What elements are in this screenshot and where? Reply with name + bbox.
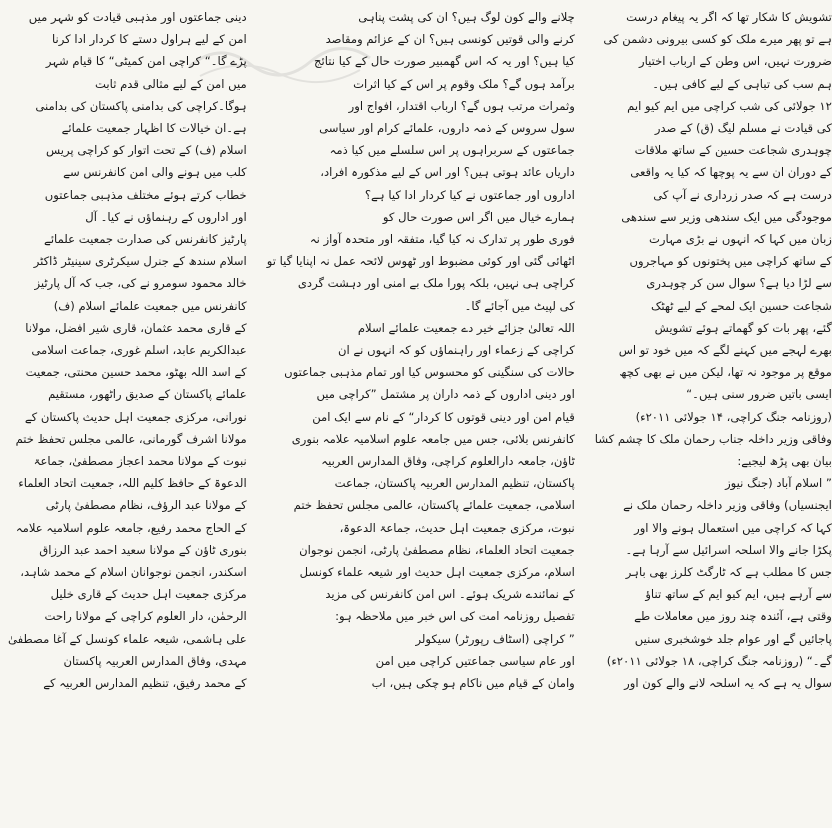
text-line: مرکزی جمعیت اہل حدیث کے قاری خلیل bbox=[50, 587, 247, 602]
text-line: گے۔“ (روزنامہ جنگ کراچی، ۱۸ جولائی ۲۰۱۱ء) bbox=[606, 653, 832, 668]
text-line: خطاب کرتے ہوئے مختلف مذہبی جماعتوں bbox=[44, 187, 247, 202]
text-line: وثمرات مرتب ہوں گے؟ ارباب اقتدار، افواج اور bbox=[348, 98, 575, 113]
text-line: کہا کہ کراچی میں استعمال ہونے والا اور bbox=[634, 520, 832, 535]
text-line: کے مولانا عبد الرؤف، نظام مصطفیٰ پارٹی bbox=[45, 498, 247, 513]
text-line: ہم سب کی تباہی کے لیے کافی ہیں۔ bbox=[652, 76, 832, 91]
text-line: ہوگا۔کراچی کی بدامنی پاکستان کی بدامنی bbox=[35, 98, 247, 113]
text-line: کے دوران ان سے یہ پوچھا کہ کیا یہ واقعی bbox=[630, 165, 832, 180]
text-line: اسلام (ف) کے تحت اتوار کو کراچی پریس bbox=[46, 143, 247, 158]
text-line: تشویش کا شکار تھا کہ اگر یہ پیغام درست bbox=[626, 10, 832, 24]
text-line: سے آرہے ہیں، ایم کیو ایم کے ساتھ تناؤ bbox=[645, 587, 832, 602]
text-line: کراچی کے زعماء اور راہنماؤں کو کہ انہوں نے ان bbox=[337, 343, 575, 358]
text-line: تفصیل روزنامہ امت کی اس خبر میں ملاحظہ ہو: bbox=[335, 609, 575, 624]
text-line: داریاں عائد ہوتی ہیں؟ اور اس کے لیے مذکورہ افراد، bbox=[320, 165, 575, 180]
text-line: وفاقی وزیر داخلہ جناب رحمان ملک کا چشم کشا bbox=[594, 431, 832, 446]
text-line: بیان بھی پڑھ لیجیے: bbox=[737, 454, 832, 469]
column-left bbox=[8, 6, 247, 824]
text-line: ایجنسیاں) وفاقی وزیر داخلہ رحمان ملک نے bbox=[623, 498, 832, 513]
text-line: پکڑا جانے والا اسلحہ اسرائیل سے آرہا ہے۔ bbox=[625, 542, 832, 557]
text-line: اسلام سندھ کے جنرل سیکرٹری سینیٹر ڈاکٹر bbox=[33, 254, 247, 269]
text-line: کی لپیٹ میں آجائے گا۔ bbox=[464, 298, 575, 313]
text-line: بنوری ٹاؤن کے مولانا سعید احمد عبد الرزاق bbox=[39, 542, 247, 557]
text-line: برآمد ہوں گے؟ ملک وقوم پر اس کے کیا اثرات bbox=[353, 76, 575, 91]
text-line: کے الحاج محمد رفیع، جامعہ علوم اسلامیہ علامہ bbox=[15, 520, 247, 535]
text-line: بھرے لہجے میں کہنے لگے کہ میں خود تو اس bbox=[618, 343, 832, 358]
text-line: کے قاری محمد عثمان، قاری شیر افضل، مولانا bbox=[25, 320, 247, 335]
text-line: دینی جماعتوں اور مذہبی قیادت کو شہر میں bbox=[28, 10, 247, 24]
text-line: ضرورت نہیں، اس وطن کے ارباب اختیار bbox=[638, 54, 832, 69]
text-line: کلب میں ہونے والی امن کانفرنس سے bbox=[63, 165, 247, 180]
text-line: اللہ تعالیٰ جزائے خیر دے جمعیت علمائے اسلام bbox=[357, 320, 575, 335]
text-line: نورانی، مرکزی جمعیت اہل حدیث پاکستان کے bbox=[24, 409, 247, 424]
text-line: موقع پر موجود نہ تھا، لیکن میں نے بھی کچھ bbox=[619, 365, 832, 380]
text-line: سوال یہ ہے کہ یہ اسلحہ لانے والے کون اور bbox=[624, 676, 832, 691]
text-line: ہے۔ان خیالات کا اظہار جمعیت علمائے bbox=[61, 121, 247, 136]
text-line: درست ہے کہ صدر زرداری نے آپ کی bbox=[653, 187, 832, 202]
text-line: ایسی باتیں ضرور سنی ہیں۔“ bbox=[686, 387, 832, 402]
column-middle bbox=[267, 6, 575, 824]
text-line: قیام امن اور دینی قوتوں کا کردار“ کے نام سے ایک امن bbox=[312, 409, 575, 424]
text-line: ” اسلام آباد (جنگ نیوز bbox=[725, 476, 832, 491]
text-line: چوہدری شجاعت حسین کے ساتھ ملاقات bbox=[634, 143, 832, 158]
text-line: اٹھائی گئی اور کوئی مضبوط اور ٹھوس لائحہ عمل نہ اپنایا گیا تو bbox=[266, 254, 575, 269]
text-line: اسکندر، انجمن نوجوانان اسلام کے محمد شاہد، bbox=[20, 565, 247, 580]
text-line: ٹاؤن، جامعہ دارالعلوم کراچی، وفاق المدارس العربیہ bbox=[321, 454, 575, 469]
text-line: فوری طور پر تدارک نہ کیا گیا، متفقہ اور متحدہ آواز نہ bbox=[309, 232, 575, 247]
text-line: پاجائیں گے اور عوام جلد خوشخبری سنیں bbox=[634, 631, 832, 646]
text-line: وقتی ہے، آئندہ چند روز میں معاملات طے bbox=[634, 609, 832, 624]
text-line: ۱۲ جولائی کی شب کراچی میں ایم کیو ایم bbox=[627, 98, 832, 113]
text-line: حالات کی سنگینی کو محسوس کیا اور تمام مذہبی جماعتوں bbox=[284, 365, 575, 380]
text-line: جماعتوں کے سربراہوں پر اس سلسلے میں کیا ذمہ bbox=[329, 143, 575, 158]
text-line: کے نمائندے شریک ہوئے۔ اس امن کانفرنس کی مزید bbox=[325, 587, 575, 602]
text-line: کے اسد اللہ بھٹو، محمد حسین محنتی، جمعیت bbox=[25, 365, 247, 380]
text-line: خالد محمود سومرو نے کی، جب کہ آل پارٹیز bbox=[34, 276, 247, 291]
text-line: موجودگی میں ایک سندھی وزیر سے سندھی bbox=[621, 209, 832, 224]
text-line: سے لڑا دیا ہے؟ سوال سن کر چوہدری bbox=[646, 276, 832, 291]
text-line: اداروں اور جماعتوں نے کیا کردار ادا کیا ہے؟ bbox=[364, 187, 575, 202]
text-line: عبدالکریم عابد، اسلم غوری، جماعت اسلامی bbox=[31, 343, 247, 358]
text-line: ہمارے خیال میں اگر اس صورت حال کو bbox=[382, 209, 575, 224]
text-line: نبوت، مرکزی جمعیت اہل حدیث، جماعۃ الدعوۃ، bbox=[339, 520, 575, 535]
text-line: امن کے لیے ہراول دستے کا کردار ادا کرنا bbox=[51, 32, 247, 47]
text-line: اور دینی اداروں کے ذمہ داران پر مشتمل ”کراچی میں bbox=[316, 387, 575, 402]
text-line: اسلامی، جمعیت علمائے پاکستان، عالمی مجلس تحفظ ختم bbox=[293, 498, 575, 513]
text-line: کی قیادت نے مسلم لیگ (ق) کے صدر bbox=[654, 121, 832, 136]
text-line: کانفرنس میں جمعیت علمائے اسلام (ف) bbox=[53, 298, 247, 313]
text-line: کیا ہیں؟ اور یہ کہ اس گھمبیر صورت حال کے کیا نتائج bbox=[314, 54, 575, 69]
text-line: علمائے پاکستان کے صدیق راٹھور، مستقیم bbox=[48, 387, 247, 402]
text-line: پڑے گا۔“ کراچی امن کمیٹی“ کا قیام شہر bbox=[45, 54, 247, 69]
text-line: پارٹیز کانفرنس کی صدارت جمعیت علمائے bbox=[44, 232, 247, 247]
text-line: جمعیت اتحاد العلماء، نظام مصطفیٰ پارٹی، انجمن نوجوان bbox=[299, 542, 575, 557]
text-line: مولانا اشرف گورمانی، عالمی مجلس تحفظ ختم bbox=[15, 431, 247, 446]
text-line: کانفرنس بلائی، جس میں جامعہ علوم اسلامیہ علامہ بنوری bbox=[291, 431, 575, 446]
text-line: زبان میں کہا کہ انہوں نے بڑی مہارت bbox=[649, 232, 832, 247]
text-line: چلانے والے کون لوگ ہیں؟ ان کی پشت پناہی bbox=[358, 10, 575, 24]
text-line: مہدی، وفاق المدارس العربیہ پاکستان bbox=[63, 653, 247, 668]
text-line: کے ساتھ کراچی میں پختونوں کو مہاجروں bbox=[629, 254, 832, 269]
text-line: شجاعت حسین ایک لمحے کے لیے ٹھٹک bbox=[650, 298, 832, 313]
text-line: جس کا مطلب ہے کہ ٹارگٹ کلرز بھی باہر bbox=[625, 565, 832, 580]
text-line: سول سروس کے ذمہ داروں، علمائے کرام اور سیاسی bbox=[319, 121, 575, 136]
text-line: میں امن کے لیے مثالی قدم ثابت bbox=[95, 76, 247, 91]
text-line: (روزنامہ جنگ کراچی، ۱۴ جولائی ۲۰۱۱ء) bbox=[635, 409, 832, 424]
text-line: نبوت کے مولانا محمد اعجاز مصطفیٰ، جماعۃ bbox=[33, 454, 247, 469]
text-line: اسلام، مرکزی جمعیت اہل حدیث اور شیعہ علماء کونسل bbox=[299, 565, 575, 580]
text-line: ہے تو پھر میرے ملک کو کسی بیرونی دشمن کی bbox=[603, 32, 832, 47]
column-right bbox=[595, 6, 832, 824]
text-line: کرنے والی قوتیں کونسی ہیں؟ ان کے عزائم ومقاصد bbox=[325, 32, 575, 47]
text-line: گئے، پھر بات کو گھماتے ہوئے تشویش bbox=[654, 320, 832, 335]
text-line: کے محمد رفیق، تنظیم المدارس العربیہ کے bbox=[43, 676, 247, 691]
text-line: اور اداروں کے رہنماؤں نے کیا۔ آل bbox=[85, 209, 247, 224]
text-line: پاکستان، تنظیم المدارس العربیہ پاکستان، جماعت bbox=[334, 476, 575, 491]
text-line: الرحمٰن، دار العلوم کراچی کے مولانا راحت bbox=[44, 609, 247, 624]
text-line: ” کراچی (اسٹاف رپورٹر) سیکولر bbox=[415, 631, 575, 646]
text-line: علی ہاشمی، شیعہ علماء کونسل کے آغا مصطفیٰ bbox=[8, 631, 247, 646]
text-line: کراچی ہی نہیں، بلکہ پورا ملک بے امنی اور دہشت گردی bbox=[297, 276, 575, 291]
text-line: وامان کے قیام میں ناکام ہو چکی ہیں، اب bbox=[371, 676, 575, 691]
text-line: الدعوۃ کے حافظ کلیم اللہ، جمعیت اتحاد العلماء bbox=[18, 476, 247, 491]
text-line: اور عام سیاسی جماعتیں کراچی میں امن bbox=[375, 653, 575, 668]
